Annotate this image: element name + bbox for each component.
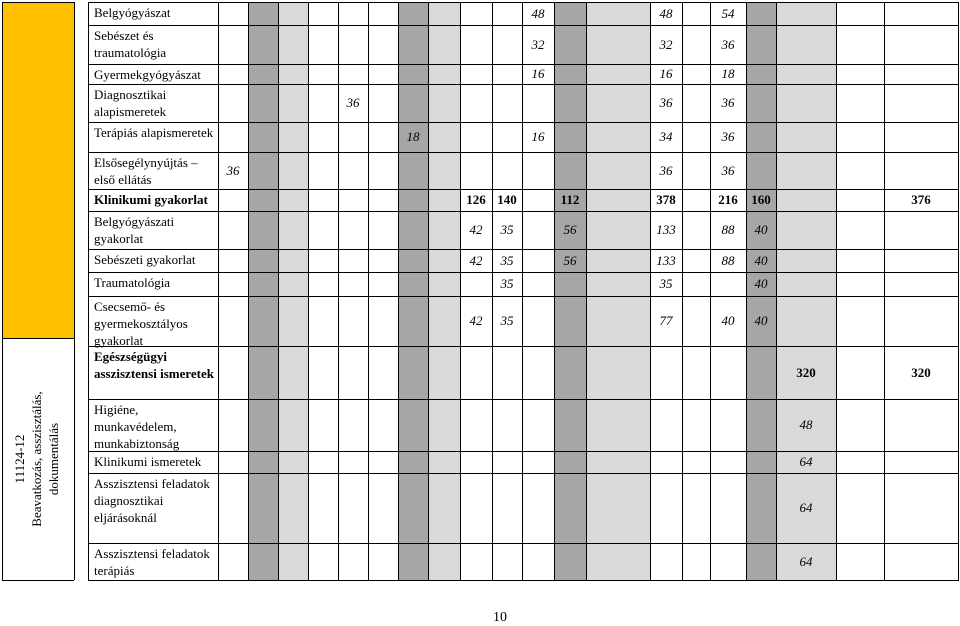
cell-value: 34 [659, 129, 673, 144]
cell-value: 40 [754, 276, 768, 291]
grid-line [88, 2, 959, 3]
cell-value: 112 [560, 192, 580, 207]
cell-value: 16 [659, 66, 673, 81]
grid-line [88, 272, 959, 273]
cell-value: 378 [656, 192, 676, 207]
grid-line [88, 346, 959, 347]
row-label: Egészségügyi asszisztensi ismeretek [94, 349, 214, 381]
shaded-column [586, 2, 650, 580]
grid-line [88, 25, 959, 26]
cell-value: 133 [656, 252, 676, 268]
cell-value: 64 [799, 553, 813, 569]
shaded-column [248, 2, 278, 580]
cell-value: 40 [754, 222, 768, 237]
module-code: 11124-12 [12, 434, 27, 484]
row-label: Asszisztensi feladatok diagnosztikai eljárásoknál [94, 476, 210, 525]
grid-line [88, 543, 959, 544]
module-title-line: Beavatkozás, asszisztálás, [29, 391, 44, 527]
cell-value: 40 [754, 313, 768, 328]
grid-line [88, 122, 959, 123]
grid-line [2, 580, 74, 581]
grid-line [88, 249, 959, 250]
cell-value: 36 [721, 36, 735, 52]
shaded-column [776, 2, 836, 580]
grid-line [554, 2, 555, 580]
grid-line [2, 338, 74, 339]
grid-line [88, 189, 959, 190]
cell-value: 32 [531, 36, 545, 52]
grid-line [248, 2, 249, 580]
cell-value: 35 [659, 276, 673, 291]
grid-line [958, 2, 959, 580]
cell-value: 64 [799, 454, 813, 469]
cell-value: 48 [531, 5, 545, 21]
cell-value: 40 [721, 313, 735, 328]
row-label: Diagnosztikai alapismeretek [94, 87, 167, 119]
shaded-column [554, 2, 586, 580]
cell-value: 36 [721, 129, 735, 144]
cell-value: 42 [469, 222, 483, 237]
cell-value: 16 [531, 66, 545, 81]
row-label: Belgyógyászat [94, 5, 171, 20]
cell-value: 320 [796, 364, 816, 380]
cell-value: 48 [659, 5, 673, 21]
grid-line [368, 2, 369, 580]
cell-value: 36 [659, 95, 673, 110]
row-label: Csecsemő- és gyermekosztályos gyakorlat [94, 299, 188, 348]
shaded-column [398, 2, 428, 580]
cell-value: 160 [751, 192, 771, 207]
cell-value: 35 [500, 276, 514, 291]
grid-line [88, 473, 959, 474]
row-label: Traumatológia [94, 275, 171, 290]
row-label: Belgyógyászati gyakorlat [94, 214, 175, 246]
cell-value: 32 [659, 36, 673, 52]
cell-value: 36 [721, 95, 735, 110]
grid-line [460, 2, 461, 580]
cell-value: 126 [466, 192, 486, 207]
cell-value: 376 [911, 192, 931, 207]
grid-line [88, 152, 959, 153]
grid-line [338, 2, 339, 580]
cell-value: 35 [500, 313, 514, 328]
cell-value: 88 [721, 252, 735, 268]
grid-line [2, 2, 3, 580]
cell-value: 42 [469, 252, 483, 268]
grid-line [88, 451, 959, 452]
row-label: Gyermekgyógyászat [94, 67, 201, 82]
row-label: Asszisztensi feladatok terápiás [94, 546, 210, 578]
cell-value: 18 [721, 66, 735, 81]
grid-line [586, 2, 587, 580]
row-label: Sebészet és traumatológia [94, 28, 167, 60]
row-label: Elsősegélynyújtás – első ellátás [94, 155, 198, 187]
cell-value: 36 [226, 162, 240, 178]
cell-value: 140 [497, 192, 517, 207]
module-label [11, 359, 65, 559]
shaded-column [278, 2, 308, 580]
row-label: Terápiás alapismeretek [94, 125, 214, 140]
grid-line [218, 2, 219, 580]
cell-value: 56 [563, 222, 577, 237]
row-label: Klinikumi ismeretek [94, 454, 202, 469]
cell-value: 320 [911, 364, 931, 380]
row-label: Sebészeti gyakorlat [94, 252, 196, 267]
grid-line [776, 2, 777, 580]
grid-line [88, 580, 959, 581]
cell-value: 36 [721, 162, 735, 178]
row-label: Higiéne, munkavédelem, munkabiztonság [94, 402, 180, 451]
cell-value: 133 [656, 222, 676, 237]
grid-line [682, 2, 683, 580]
cell-value: 216 [718, 192, 738, 207]
grid-line [836, 2, 837, 580]
row-label: Klinikumi gyakorlat [94, 192, 208, 207]
cell-value: 40 [754, 252, 768, 268]
grid-line [522, 2, 523, 580]
module-title-line: dokumentálás [46, 422, 61, 496]
grid-line [884, 2, 885, 580]
grid-line [710, 2, 711, 580]
cell-value: 42 [469, 313, 483, 328]
cell-value: 35 [500, 252, 514, 268]
shaded-column [428, 2, 460, 580]
grid-line [88, 399, 959, 400]
cell-value: 18 [406, 129, 420, 144]
cell-value: 88 [721, 222, 735, 237]
grid-line [2, 2, 74, 3]
cell-value: 36 [346, 95, 360, 110]
cell-value: 35 [500, 222, 514, 237]
grid-line [428, 2, 429, 580]
grid-line [278, 2, 279, 580]
grid-line [88, 84, 959, 85]
grid-line [74, 2, 75, 580]
cell-value: 54 [721, 5, 735, 21]
cell-value: 64 [799, 500, 813, 515]
grid-line [308, 2, 309, 580]
cell-value: 48 [799, 417, 813, 432]
grid-line [88, 296, 959, 297]
grid-line [88, 2, 89, 580]
page-number: 10 [493, 610, 507, 625]
cell-value: 77 [659, 313, 673, 328]
grid-line [398, 2, 399, 580]
cell-value: 16 [531, 129, 545, 144]
cell-value: 56 [563, 252, 577, 268]
cell-value: 36 [659, 162, 673, 178]
module-top-cell [2, 2, 74, 338]
grid-line [88, 211, 959, 212]
